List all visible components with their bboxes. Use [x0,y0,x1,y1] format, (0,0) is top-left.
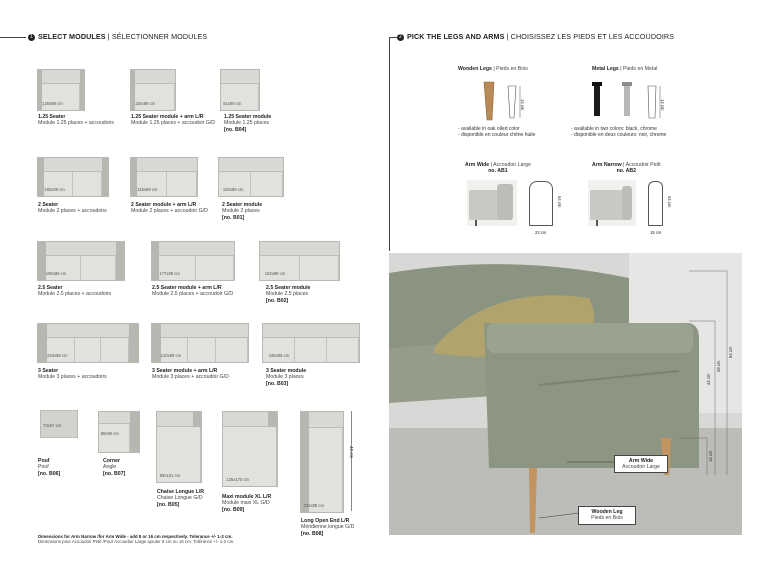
section-title: PICK THE LEGS AND ARMS [407,32,505,41]
metal-notes: - available in two colors: black, chrome - disponible en deux couleurs: noir, chrome [571,126,667,138]
divider-line [389,37,390,251]
dim-44: 44 cm [706,373,711,385]
step-number: 1 [28,34,35,41]
divider-tick [389,37,397,38]
arm-narrow-height: 64 cm [667,196,672,208]
arm-wide-width: 23 cm [535,230,547,235]
arm-wide-callout: Arm Wide Accoudoir Large [614,455,668,473]
module-image: 222x89 cm [300,411,344,513]
arm-wide-outline [529,181,553,226]
wooden-notes: - available in oak oiled color - disponible en couleur chêne huile [458,126,536,138]
module-label: 3 Seater module Module 3 places [no. B03] [266,368,307,387]
header-rule [0,37,26,38]
section-subtitle: | CHOISISSEZ LES PIEDS ET LES ACCOUDOIRS [504,32,675,41]
dim-49: 49 cm [716,360,721,372]
module-label: 3 Seater Module 3 places + accoudoirs [38,368,107,381]
height-line [351,411,352,511]
module-image: 223x89 cm [37,323,139,363]
module-image: 180x89 cm [37,157,109,197]
tolerance-note: Dimensions for Arm Narrow /for Arm Wide - add 8 or 16 cm respectively. Tolerance +/- 1-2 cm. Dimensions pour Accoudoir Petit /Pour Accoudoir Large ajouter 8 cm ou 16 cm. Tolérance +/- 1-2 cm. [38,534,235,545]
dim-64: 64 cm [728,346,733,358]
module-label: Maxi module XL L/R Module maxi XL G/D [no. B09] [222,494,272,513]
module-image: 162x89 cm [259,241,340,281]
module-label: 2 Seater Module 2 places + accoudoirs [38,202,107,215]
arm-wide-height: 64 cm [557,196,562,208]
module-image: 177x89 cm [151,241,235,281]
module-label: Long Open End L/R Méridienne longue G/D [no. B08] [301,518,355,537]
arm-narrow-width: 15 cm [650,230,662,235]
step-number: 2 [397,34,404,41]
module-image: 116x89 cm [130,69,176,111]
wooden-legs-title: Wooden Legs | Pieds en Bois [458,66,528,72]
module-label: 2.5 Seater module Module 2.5 places [no. B02] [266,285,311,304]
module-image: 89x89 cm [98,411,140,453]
section-title: SELECT MODULES [38,32,106,41]
arm-wide-title: Arm Wide | Accoudoir Large no. AB1 [465,162,531,175]
module-label: 3 Seater module + arm L/R Module 3 places + accoudoir G/D [152,368,229,381]
arm-wide-image [467,180,517,226]
module-label: 1.25 Seater module Module 1.25 places [no. B04] [224,114,272,133]
metal-leg-height: 14 cm [660,99,665,111]
module-image: 73x67 cm [40,410,78,438]
arm-narrow-outline [648,181,663,226]
module-image: 126x89 cm [37,69,85,111]
module-image: 81x89 cm [220,69,260,111]
section-1-header [28,32,207,41]
module-image: 130x89 cm [218,157,284,197]
module-image: 125x175 cm [222,411,278,487]
arm-narrow-image [588,180,636,226]
metal-leg-icon [586,80,666,124]
sofa-photo [389,253,742,535]
section-subtitle: | SÉLECTIONNER MODULES [105,32,208,41]
module-label: 2.5 Seater Module 2.5 places + accoudoirs [38,285,112,298]
module-image: 195x89 cm [262,323,360,363]
module-label: 1.25 Seater module + arm L/R Module 1.25 places + accoudoir G/D [131,114,216,127]
section-2-header [397,32,674,41]
module-label: Corner Angle [no. B07] [103,458,126,477]
module-label: 2.5 Seater module + arm L/R Module 2.5 places + accoudoir G/D [152,285,234,298]
module-image: 89x161 cm [156,411,202,483]
module-label: Pouf Pouf [no. B06] [38,458,61,477]
module-label: 2 Seater module Module 2 places [no. B01] [222,202,263,221]
metal-legs-title: Metal Legs | Pieds en Metal [592,66,658,72]
module-image: 190x89 cm [37,241,125,281]
module-image: 145x89 cm [130,157,198,197]
wooden-leg-callout: Wooden Leg Pieds en Bois [578,506,636,525]
module-label: 2 Seater module + arm L/R Module 2 places + accoudoir G/D [131,202,208,215]
wooden-leg-height: 14 cm [520,99,525,111]
height-label: 42 cm [349,446,354,459]
module-label: 1.25 Seater Module 1.25 places + accoudoirs [38,114,114,127]
module-label: Chaise Longue L/R Chaise Longue G/D [no. B05] [157,489,204,508]
dim-14: 14 cm [708,450,713,462]
arm-narrow-title: Arm Narrow | Accoudoir Petit no. AB2 [592,162,661,175]
module-image: 210x89 cm [151,323,249,363]
